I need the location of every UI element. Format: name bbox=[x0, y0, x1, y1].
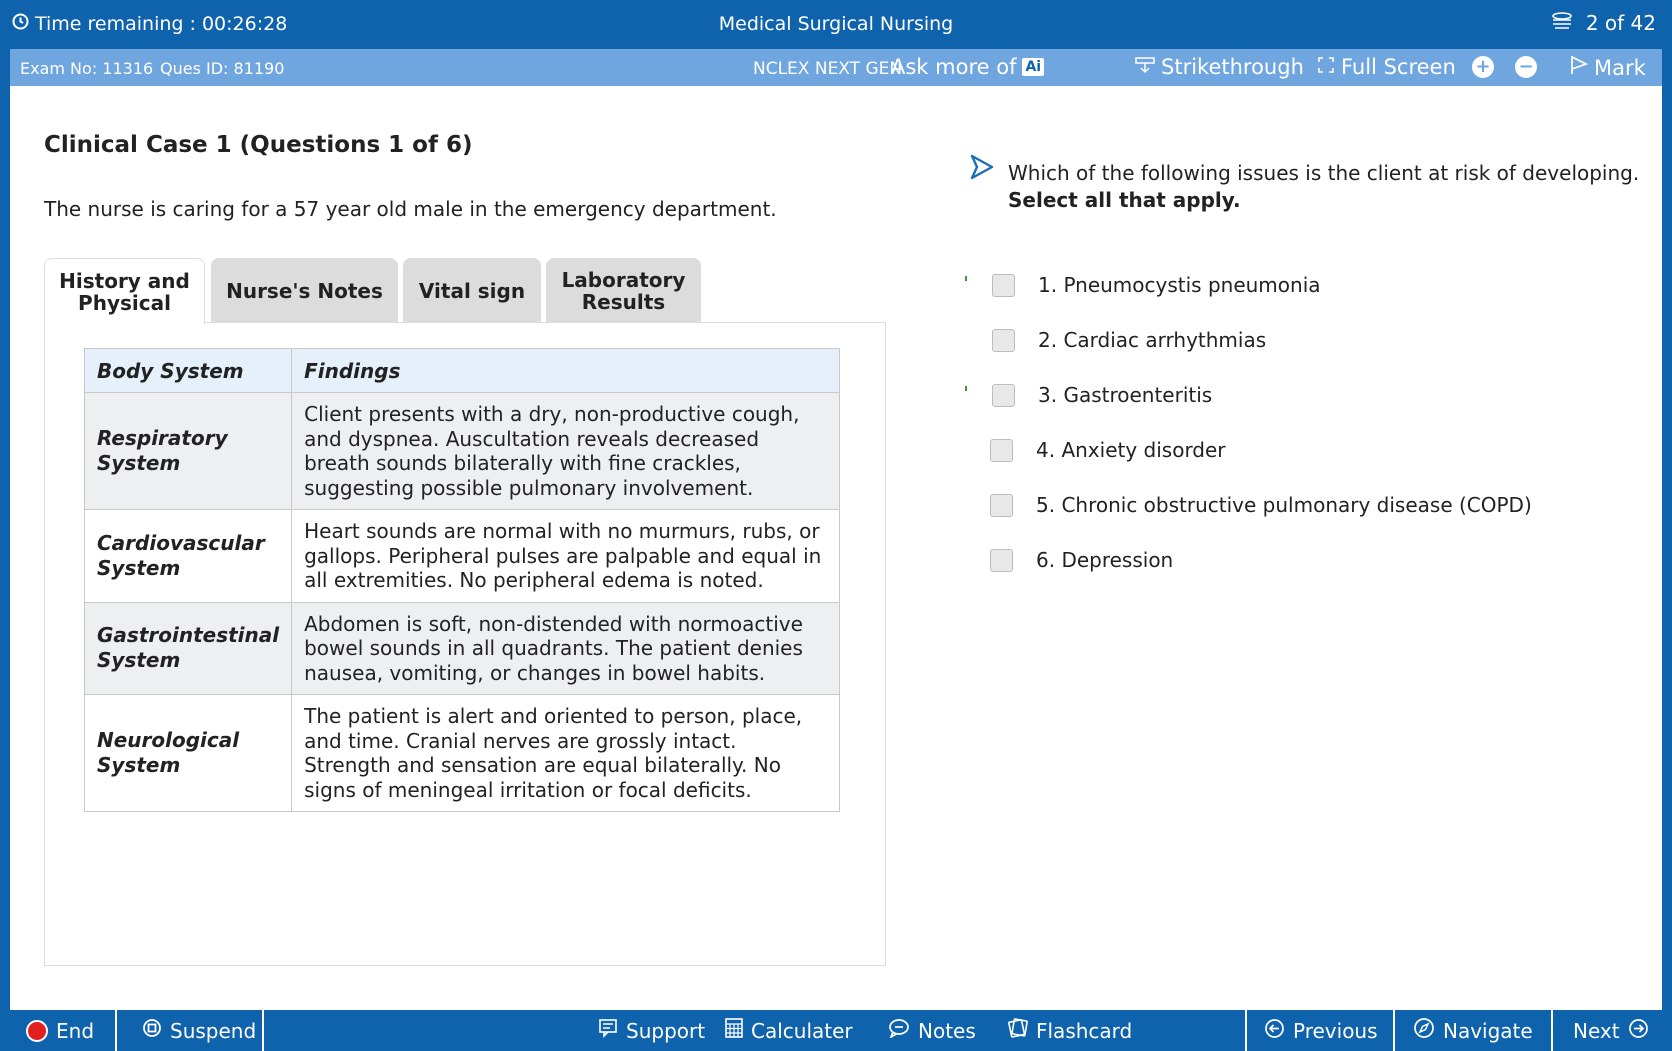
tab-vital-sign[interactable] bbox=[403, 258, 541, 322]
flashcard-label: Flashcard bbox=[1036, 1018, 1133, 1043]
calculator-label: Calculater bbox=[751, 1018, 853, 1043]
findings-cell: Heart sounds are normal with no murmurs, rubs, or gallops. Peripheral pulses are palpable and equal in all extremities. No peripheral edema is noted. bbox=[292, 510, 840, 603]
arrow-icon bbox=[970, 154, 994, 184]
findings-cell: Client presents with a dry, non-productive cough, and dyspnea. Auscultation reveals decreased breath sounds bilaterally with fine crackles, suggesting possible pulmonary involvement. bbox=[292, 393, 840, 510]
suspend-button[interactable] bbox=[142, 1010, 256, 1051]
full-screen-button[interactable] bbox=[1317, 55, 1456, 79]
flag-icon bbox=[1570, 55, 1588, 80]
calculator-icon bbox=[725, 1018, 743, 1043]
body-system-label: System bbox=[97, 451, 181, 475]
answer-option[interactable] bbox=[992, 270, 1321, 300]
toolbar bbox=[10, 49, 1662, 86]
question-counter bbox=[1550, 11, 1656, 35]
tab-label: Physical bbox=[78, 290, 171, 315]
checkbox[interactable] bbox=[992, 384, 1015, 407]
checkbox[interactable] bbox=[992, 329, 1015, 352]
option-label: 6. Depression bbox=[1036, 548, 1174, 572]
divider bbox=[1551, 1010, 1553, 1051]
table-row bbox=[85, 695, 840, 812]
answer-option[interactable] bbox=[990, 490, 1532, 520]
next-button[interactable] bbox=[1573, 1010, 1649, 1051]
next-label: Next bbox=[1573, 1018, 1620, 1043]
flashcard-button[interactable] bbox=[1006, 1010, 1132, 1051]
findings-table bbox=[84, 348, 840, 812]
findings-cell: Abdomen is soft, non-distended with normoactive bowel sounds in all quadrants. The patient denies nausea, vomiting, or changes in bowel habits. bbox=[292, 602, 840, 695]
checkbox[interactable] bbox=[992, 274, 1015, 297]
answer-option[interactable] bbox=[990, 545, 1173, 575]
tab-nurses-notes[interactable] bbox=[211, 258, 398, 322]
end-button[interactable] bbox=[26, 1010, 94, 1051]
compass-icon bbox=[1413, 1017, 1435, 1044]
divider bbox=[115, 1010, 117, 1051]
option-label: 2. Cardiac arrhythmias bbox=[1038, 328, 1267, 352]
findings-cell: The patient is alert and oriented to person, place, and time. Cranial nerves are grossly intact. Strength and sensation are equal bilaterally. No signs of meningeal irritation or focal deficits. bbox=[292, 695, 840, 812]
minus-icon: − bbox=[1515, 56, 1537, 78]
mark-tick bbox=[965, 276, 967, 281]
body-system-cell bbox=[85, 510, 292, 603]
answer-option[interactable] bbox=[992, 380, 1212, 410]
end-label: End bbox=[56, 1018, 95, 1043]
chat-icon bbox=[598, 1018, 618, 1043]
tab-label: Laboratory bbox=[561, 267, 686, 292]
tab-panel bbox=[44, 322, 886, 966]
body-system-label: System bbox=[97, 555, 181, 580]
body-system-cell bbox=[85, 393, 292, 510]
full-screen-label: Full Screen bbox=[1341, 55, 1456, 79]
zoom-in-button[interactable] bbox=[1472, 56, 1494, 78]
body-system-cell bbox=[85, 695, 292, 812]
body-system-label: Neurological bbox=[97, 728, 240, 752]
navigate-label: Navigate bbox=[1443, 1018, 1533, 1043]
full-screen-icon bbox=[1317, 55, 1335, 79]
ai-icon: Ai bbox=[1022, 58, 1044, 76]
column-header-body-system: Body System bbox=[85, 349, 292, 393]
answer-option[interactable] bbox=[990, 435, 1226, 465]
speech-bubble-icon bbox=[888, 1018, 910, 1043]
body-system-label: Respiratory bbox=[97, 426, 228, 450]
timer-label: Time remaining : 00:26:28 bbox=[35, 13, 288, 35]
main-content bbox=[10, 86, 1662, 1010]
checkbox[interactable] bbox=[990, 549, 1013, 572]
option-label: 1. Pneumocystis pneumonia bbox=[1038, 273, 1321, 297]
suspend-icon bbox=[142, 1018, 162, 1043]
tab-label: Vital sign bbox=[418, 278, 526, 303]
divider bbox=[262, 1010, 264, 1051]
flashcard-icon bbox=[1006, 1018, 1028, 1043]
notes-label: Notes bbox=[918, 1018, 976, 1043]
ask-ai-label: Ask more of bbox=[891, 55, 1017, 79]
exam-number: Exam No: 11316 bbox=[20, 59, 154, 78]
body-system-cell bbox=[85, 602, 292, 695]
strikethrough-label: Strikethrough bbox=[1161, 55, 1304, 79]
mark-button[interactable] bbox=[1570, 55, 1646, 80]
support-label: Support bbox=[626, 1018, 706, 1043]
divider bbox=[1393, 1010, 1395, 1051]
previous-button[interactable] bbox=[1264, 1010, 1378, 1051]
arrow-left-circle-icon bbox=[1264, 1018, 1285, 1044]
mark-tick bbox=[965, 386, 967, 391]
tab-label: Nurse's Notes bbox=[226, 278, 383, 303]
body-system-label: System bbox=[97, 648, 181, 673]
divider bbox=[1245, 1010, 1247, 1051]
question-counter-label: 2 of 42 bbox=[1585, 11, 1656, 35]
top-bar bbox=[0, 0, 1672, 49]
mark-label: Mark bbox=[1594, 55, 1646, 80]
tab-label: Results bbox=[581, 289, 666, 314]
answer-option[interactable] bbox=[992, 325, 1266, 355]
table-header-row bbox=[85, 349, 840, 393]
exam-mode: NCLEX NEXT GEN bbox=[753, 59, 903, 79]
case-description: The nurse is caring for a 57 year old male in the emergency department. bbox=[44, 197, 777, 221]
tab-history-physical[interactable] bbox=[44, 258, 205, 324]
question-instruction: Select all that apply. bbox=[1008, 188, 1241, 212]
notes-button[interactable] bbox=[888, 1010, 976, 1051]
body-system-label: System bbox=[97, 753, 181, 777]
option-label: 5. Chronic obstructive pulmonary disease (COPD) bbox=[1036, 493, 1532, 517]
strikethrough-button[interactable] bbox=[1135, 55, 1304, 79]
arrow-right-circle-icon bbox=[1628, 1018, 1649, 1044]
zoom-out-button[interactable] bbox=[1515, 56, 1537, 78]
table-row bbox=[85, 510, 840, 603]
column-header-findings: Findings bbox=[292, 349, 840, 393]
case-title: Clinical Case 1 (Questions 1 of 6) bbox=[44, 132, 473, 158]
table-row bbox=[85, 602, 840, 695]
option-label: 3. Gastroenteritis bbox=[1038, 383, 1213, 407]
checkbox[interactable] bbox=[990, 439, 1013, 462]
plus-icon: + bbox=[1472, 56, 1494, 78]
calculator-button[interactable] bbox=[725, 1010, 853, 1051]
tab-label: History and bbox=[59, 268, 190, 293]
timer bbox=[12, 13, 287, 35]
support-button[interactable] bbox=[598, 1010, 705, 1051]
suspend-label: Suspend bbox=[170, 1018, 257, 1043]
question-stem: Which of the following issues is the client at risk of developing. bbox=[1008, 161, 1640, 185]
body-system-label: Gastrointestinal bbox=[97, 623, 280, 648]
navigate-button[interactable] bbox=[1413, 1010, 1533, 1051]
app-title: Medical Surgical Nursing bbox=[718, 13, 954, 35]
table-row bbox=[85, 393, 840, 510]
strikethrough-icon bbox=[1135, 55, 1155, 79]
bottom-bar bbox=[0, 1010, 1672, 1051]
option-label: 4. Anxiety disorder bbox=[1036, 438, 1226, 462]
body-system-label: Cardiovascular bbox=[97, 530, 265, 555]
clock-icon bbox=[12, 13, 29, 35]
question-text bbox=[1008, 160, 1648, 214]
previous-label: Previous bbox=[1293, 1018, 1378, 1043]
tab-laboratory-results[interactable] bbox=[546, 258, 701, 322]
stop-icon bbox=[26, 1020, 48, 1042]
question-id: Ques ID: 81190 bbox=[160, 59, 285, 78]
question-list-icon[interactable] bbox=[1550, 11, 1574, 35]
ask-ai-button[interactable] bbox=[891, 55, 1044, 79]
checkbox[interactable] bbox=[990, 494, 1013, 517]
